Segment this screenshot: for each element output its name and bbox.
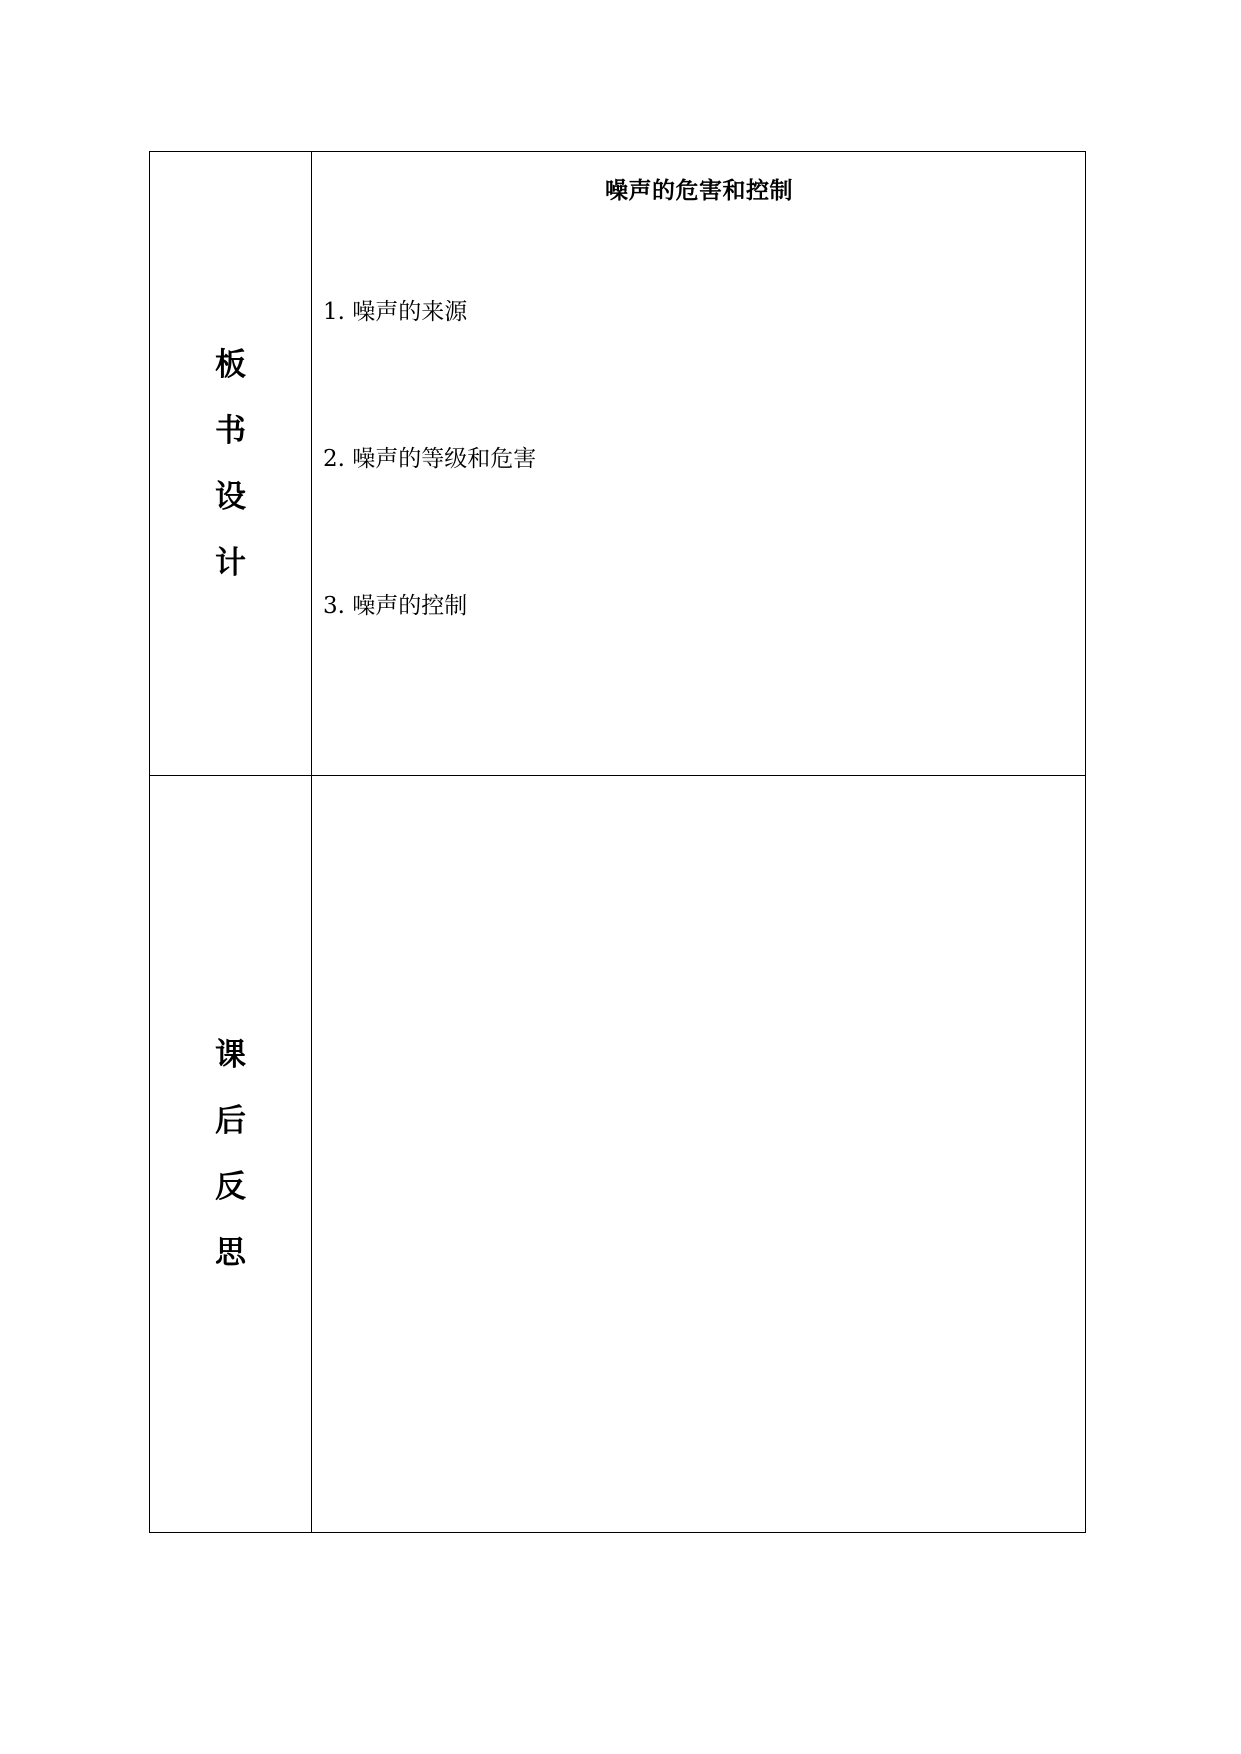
board-design-item: 1. 噪声的来源 xyxy=(323,299,468,325)
reflection-label-char: 反 xyxy=(215,1169,246,1205)
lesson-table xyxy=(149,151,1086,1533)
reflection-label xyxy=(150,776,311,1532)
board-design-label-char: 计 xyxy=(215,544,246,581)
reflection-label-char: 课 xyxy=(215,1037,246,1073)
reflection-label-char: 后 xyxy=(215,1103,246,1139)
reflection-label-char: 思 xyxy=(215,1235,246,1271)
board-design-label xyxy=(150,152,311,775)
board-design-label-char: 书 xyxy=(215,412,246,449)
board-design-item: 3. 噪声的控制 xyxy=(323,593,468,619)
board-design-title: 噪声的危害和控制 xyxy=(605,178,793,204)
board-design-label-char: 设 xyxy=(215,478,246,515)
column-divider xyxy=(311,152,312,1532)
board-design-label-char: 板 xyxy=(215,346,246,383)
board-design-item: 2. 噪声的等级和危害 xyxy=(323,446,537,472)
